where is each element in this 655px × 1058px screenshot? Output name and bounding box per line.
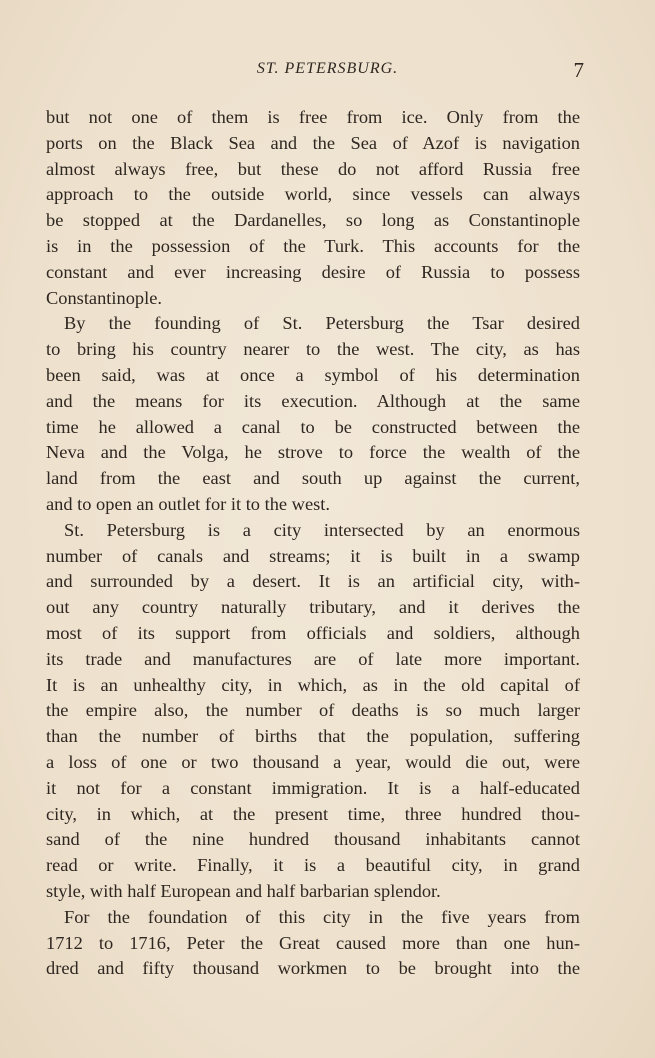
text-line: approach to the outside world, since vessels can always [46, 184, 580, 205]
text-line: and surrounded by a desert. It is an artificial city, with- [46, 571, 580, 592]
paragraph-2 [46, 311, 580, 517]
text-line: read or write. Finally, it is a beautiful city, in grand [46, 855, 580, 876]
text-line: its trade and manufactures are of late more important. [46, 648, 580, 669]
text-line: city, in which, at the present time, three hundred thou- [46, 803, 580, 824]
text-line: than the number of births that the population, suffering [46, 726, 580, 747]
text-line: 1712 to 1716, Peter the Great caused more than one hun- [46, 932, 580, 953]
text-line: to bring his country nearer to the west. The city, as has [46, 339, 580, 360]
text-line: style, with half European and half barbarian splendor. [46, 880, 441, 901]
text-line: out any country naturally tributary, and it derives the [46, 597, 580, 618]
text-line: Neva and the Volga, he strove to force the wealth of the [46, 442, 580, 463]
text-line: the empire also, the number of deaths is so much larger [46, 700, 580, 721]
body-text [46, 105, 580, 982]
text-line: number of canals and streams; it is built in a swamp [46, 545, 580, 566]
text-line: it not for a constant immigration. It is a half-educated [46, 777, 580, 798]
paragraph-4 [46, 905, 580, 982]
text-line: It is an unhealthy city, in which, as in the old capital of [46, 674, 580, 695]
text-line: a loss of one or two thousand a year, would die out, were [46, 751, 580, 772]
text-line: is in the possession of the Turk. This accounts for the [46, 235, 580, 256]
text-line: most of its support from officials and soldiers, although [46, 622, 580, 643]
text-line: Constantinople. [46, 287, 162, 308]
text-line: be stopped at the Dardanelles, so long as Constantinople [46, 210, 580, 231]
text-line: almost always free, but these do not afford Russia free [46, 158, 580, 179]
running-title: ST. PETERSBURG. [256, 60, 399, 77]
text-line: sand of the nine hundred thousand inhabitants cannot [46, 829, 580, 850]
text-line: time he allowed a canal to be constructed between the [46, 416, 580, 437]
text-line: St. Petersburg is a city intersected by an enormous [64, 519, 580, 540]
text-line: been said, was at once a symbol of his determination [46, 364, 580, 385]
text-line: By the founding of St. Petersburg the Tsar desired [64, 313, 580, 334]
text-line: and the means for its execution. Although at the same [46, 390, 580, 411]
text-line: and to open an outlet for it to the west. [46, 493, 330, 514]
text-line: but not one of them is free from ice. Only from the [46, 107, 580, 127]
text-line: ports on the Black Sea and the Sea of Azof is navigation [46, 132, 580, 153]
text-line: constant and ever increasing desire of Russia to possess [46, 261, 580, 282]
paragraph-3 [46, 518, 580, 905]
text-line: For the foundation of this city in the five years from [64, 906, 580, 927]
text-line: dred and fifty thousand workmen to be brought into the [46, 958, 580, 979]
text-line: land from the east and south up against the current, [46, 468, 580, 489]
page-header [0, 58, 655, 84]
page-number: 7 [573, 58, 584, 82]
paragraph-1 [46, 105, 580, 311]
